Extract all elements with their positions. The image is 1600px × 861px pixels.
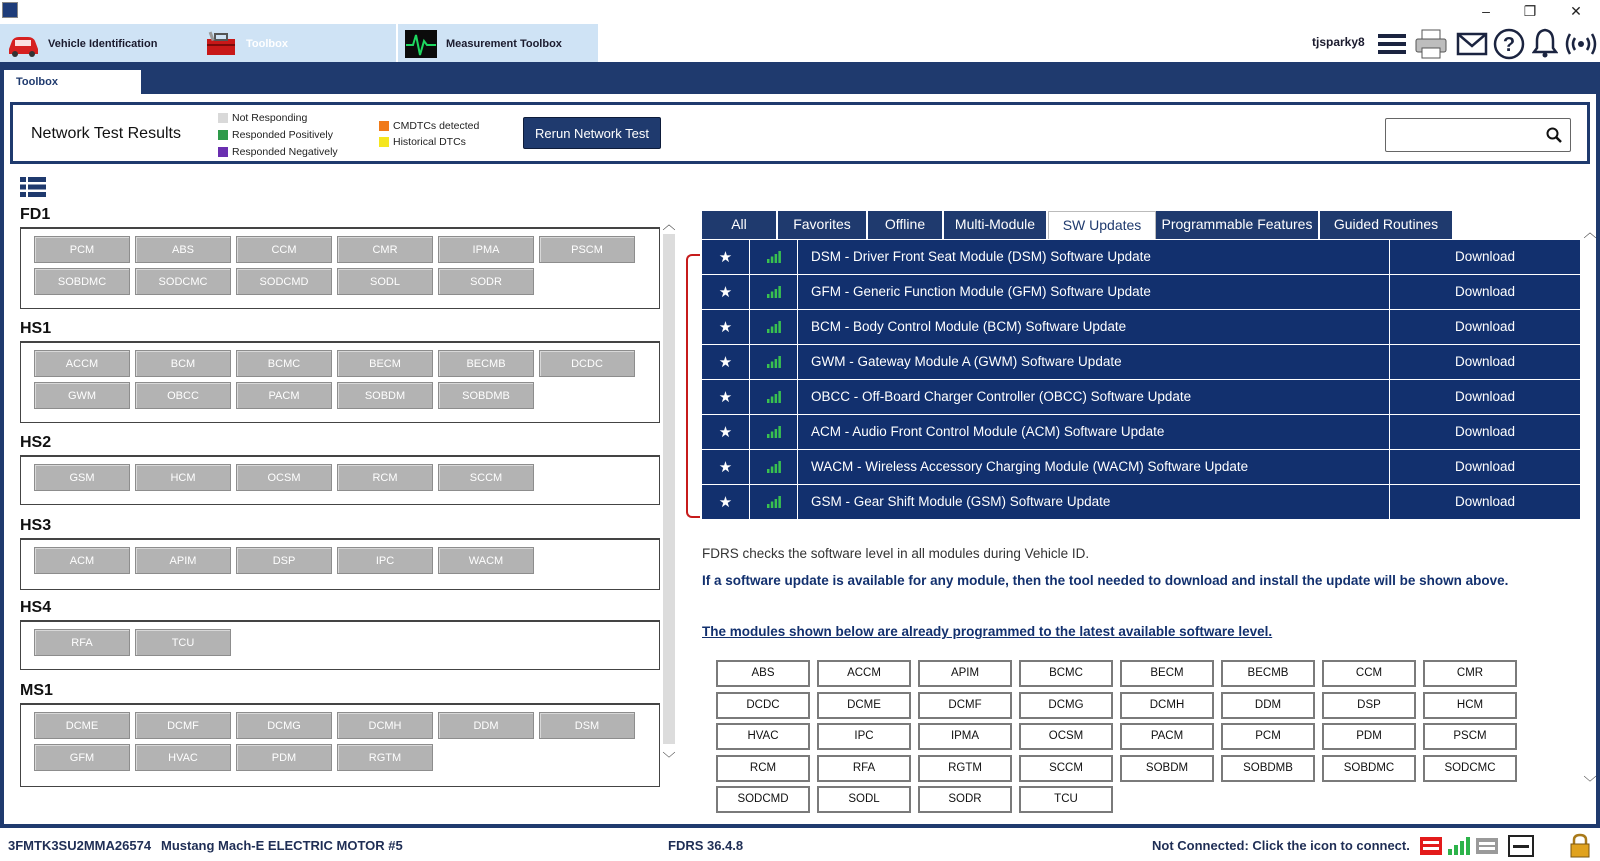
filter-tab-bar xyxy=(702,211,1578,239)
programmed-module-sodcmc[interactable]: SODCMC xyxy=(1423,755,1517,782)
vin-text: 3FMTK3SU2MMA26574 xyxy=(8,838,152,853)
favorite-star-icon[interactable]: ★ xyxy=(702,345,750,379)
update-name: GWM - Gateway Module A (GWM) Software Update xyxy=(798,345,1390,379)
module-button-sobdmb[interactable]: SOBDMB xyxy=(438,382,534,409)
connection-status: Not Connected: Click the icon to connect. xyxy=(1152,838,1410,853)
favorite-star-icon[interactable]: ★ xyxy=(702,275,750,309)
module-button-ocsm[interactable]: OCSM xyxy=(236,464,332,491)
update-name: BCM - Body Control Module (BCM) Software Update xyxy=(798,310,1390,344)
bus-label-fd1: FD1 xyxy=(20,206,51,223)
adapter-icon[interactable] xyxy=(1475,835,1499,857)
programmed-module-abs[interactable]: ABS xyxy=(716,660,810,687)
module-button-ddm[interactable]: DDM xyxy=(438,712,534,739)
lock-icon[interactable] xyxy=(1568,833,1592,859)
favorite-star-icon[interactable]: ★ xyxy=(702,450,750,484)
signal-strength-icon xyxy=(750,275,798,309)
svg-text:?: ? xyxy=(1502,34,1516,56)
scroll-up-icon[interactable]: ︿ xyxy=(1583,225,1597,240)
download-button[interactable]: Download xyxy=(1454,389,1516,404)
subtab-toolbox[interactable]: Toolbox xyxy=(4,70,141,94)
left-scrollbar-thumb[interactable] xyxy=(663,234,675,744)
update-row[interactable] xyxy=(702,450,1580,485)
search-input[interactable] xyxy=(1385,118,1571,152)
close-button[interactable]: ✕ xyxy=(1570,3,1582,19)
minimize-button[interactable]: – xyxy=(1482,3,1490,19)
programmed-module-rcm[interactable]: RCM xyxy=(716,755,810,782)
module-button-tcu[interactable]: TCU xyxy=(135,629,231,656)
bell-icon[interactable] xyxy=(1532,27,1558,59)
update-name: GSM - Gear Shift Module (GSM) Software Update xyxy=(798,485,1390,519)
programmed-module-cmr[interactable]: CMR xyxy=(1423,660,1517,687)
update-row[interactable] xyxy=(702,275,1580,310)
programmed-module-pcm[interactable]: PCM xyxy=(1221,723,1315,750)
legend-responded-negatively: Responded Negatively xyxy=(218,145,338,159)
signal-strength-icon xyxy=(750,240,798,274)
tab-label: Vehicle Identification xyxy=(48,38,158,50)
scroll-up-icon[interactable]: ︿ xyxy=(662,217,676,232)
programmed-module-dcmg[interactable]: DCMG xyxy=(1019,692,1113,719)
rerun-network-test-button[interactable]: Rerun Network Test xyxy=(523,117,661,149)
download-button[interactable]: Download xyxy=(1454,459,1516,474)
legend-swatch xyxy=(218,130,228,140)
legend-responded-positively: Responded Positively xyxy=(218,128,333,142)
module-button-rcm[interactable]: RCM xyxy=(337,464,433,491)
module-button-dsp[interactable]: DSP xyxy=(236,547,332,574)
bus-label-hs1: HS1 xyxy=(20,320,52,337)
module-button-apim[interactable]: APIM xyxy=(135,547,231,574)
programmed-module-tcu[interactable]: TCU xyxy=(1019,786,1113,813)
help-icon[interactable] xyxy=(1492,27,1526,61)
update-name: OBCC - Off-Board Charger Controller (OBCC) Software Update xyxy=(798,380,1390,414)
network-test-title: Network Test Results xyxy=(31,125,181,142)
module-button-sodcmc[interactable]: SODCMC xyxy=(135,268,231,295)
bus-label-ms1: MS1 xyxy=(20,682,53,699)
programmed-module-ddm[interactable]: DDM xyxy=(1221,692,1315,719)
car-icon xyxy=(6,29,40,59)
tab-measurement-toolbox[interactable] xyxy=(398,24,598,64)
user-name: tjsparky8 xyxy=(1312,35,1365,49)
programmed-module-rgtm[interactable]: RGTM xyxy=(918,755,1012,782)
update-name: WACM - Wireless Accessory Charging Module (WACM) Software Update xyxy=(798,450,1390,484)
mail-icon[interactable] xyxy=(1456,32,1488,56)
bus-label-hs3: HS3 xyxy=(20,517,52,534)
module-button-dcmh[interactable]: DCMH xyxy=(337,712,433,739)
programmed-module-sodcmd[interactable]: SODCMD xyxy=(716,786,810,813)
update-name: DSM - Driver Front Seat Module (DSM) Software Update xyxy=(798,240,1390,274)
programmed-module-dsp[interactable]: DSP xyxy=(1322,692,1416,719)
oscilloscope-icon xyxy=(404,29,438,59)
module-button-becmb[interactable]: BECMB xyxy=(438,350,534,377)
bus-label-hs2: HS2 xyxy=(20,434,52,451)
download-button[interactable]: Download xyxy=(1454,284,1516,299)
favorite-star-icon[interactable]: ★ xyxy=(702,240,750,274)
vci-icon[interactable] xyxy=(1419,835,1443,857)
main-tab-bar xyxy=(0,24,1600,64)
update-row[interactable] xyxy=(702,380,1580,415)
menu-icon[interactable] xyxy=(1378,32,1406,56)
vehicle-text: Mustang Mach-E ELECTRIC MOTOR #5 xyxy=(161,838,403,853)
signal-strength-icon xyxy=(750,485,798,519)
list-view-icon[interactable] xyxy=(20,176,46,198)
module-button-ipma[interactable]: IPMA xyxy=(438,236,534,263)
programmed-module-hvac[interactable]: HVAC xyxy=(716,723,810,750)
module-button-accm[interactable]: ACCM xyxy=(34,350,130,377)
programmed-module-sobdmb[interactable]: SOBDMB xyxy=(1221,755,1315,782)
module-button-sodcmd[interactable]: SODCMD xyxy=(236,268,332,295)
programmed-module-ccm[interactable]: CCM xyxy=(1322,660,1416,687)
download-button[interactable]: Download xyxy=(1454,319,1516,334)
programmed-module-pacm[interactable]: PACM xyxy=(1120,723,1214,750)
programmed-module-dcme[interactable]: DCME xyxy=(817,692,911,719)
module-button-dsm[interactable]: DSM xyxy=(539,712,635,739)
module-button-gfm[interactable]: GFM xyxy=(34,744,130,771)
subtab-bar xyxy=(0,66,1600,94)
module-button-dcmf[interactable]: DCMF xyxy=(135,712,231,739)
signal-strength-icon xyxy=(750,345,798,379)
programmed-module-ipc[interactable]: IPC xyxy=(817,723,911,750)
module-button-hcm[interactable]: HCM xyxy=(135,464,231,491)
programmed-module-pscm[interactable]: PSCM xyxy=(1423,723,1517,750)
programmed-module-sobdmc[interactable]: SOBDMC xyxy=(1322,755,1416,782)
update-row[interactable] xyxy=(702,485,1580,520)
signal-strength-icon xyxy=(750,415,798,449)
module-button-ccm[interactable]: CCM xyxy=(236,236,332,263)
info-text-1: FDRS checks the software level in all modules during Vehicle ID. xyxy=(702,546,1090,561)
programmed-module-dcdc[interactable]: DCDC xyxy=(716,692,810,719)
programmed-module-apim[interactable]: APIM xyxy=(918,660,1012,687)
tab-toolbox[interactable] xyxy=(198,24,396,64)
favorite-star-icon[interactable]: ★ xyxy=(702,380,750,414)
programmed-module-accm[interactable]: ACCM xyxy=(817,660,911,687)
right-scrollbar[interactable] xyxy=(1582,214,1598,794)
download-button[interactable]: Download xyxy=(1454,424,1516,439)
search-icon[interactable] xyxy=(1546,127,1562,143)
programmed-module-sodr[interactable]: SODR xyxy=(918,786,1012,813)
module-button-pscm[interactable]: PSCM xyxy=(539,236,635,263)
favorite-star-icon[interactable]: ★ xyxy=(702,485,750,519)
toolbox-icon xyxy=(204,29,238,59)
module-button-hvac[interactable]: HVAC xyxy=(135,744,231,771)
update-row[interactable] xyxy=(702,240,1580,275)
update-row[interactable] xyxy=(702,415,1580,450)
legend-swatch xyxy=(218,147,228,157)
update-row[interactable] xyxy=(702,310,1580,345)
network-test-panel xyxy=(10,102,1590,164)
tab-programmable-features[interactable]: Programmable Features xyxy=(1156,211,1320,239)
tab-favorites[interactable]: Favorites xyxy=(778,211,868,239)
tab-offline[interactable]: Offline xyxy=(868,211,944,239)
legend-swatch xyxy=(379,121,389,131)
module-button-obcc[interactable]: OBCC xyxy=(135,382,231,409)
module-button-becm[interactable]: BECM xyxy=(337,350,433,377)
module-button-gsm[interactable]: GSM xyxy=(34,464,130,491)
legend-swatch xyxy=(379,137,389,147)
tab-multi-module[interactable]: Multi-Module xyxy=(944,211,1048,239)
module-button-cmr[interactable]: CMR xyxy=(337,236,433,263)
module-button-rfa[interactable]: RFA xyxy=(34,629,130,656)
programmed-module-becm[interactable]: BECM xyxy=(1120,660,1214,687)
module-button-sodr[interactable]: SODR xyxy=(438,268,534,295)
wireless-icon[interactable] xyxy=(1564,30,1598,58)
module-button-wacm[interactable]: WACM xyxy=(438,547,534,574)
update-name: ACM - Audio Front Control Module (ACM) Software Update xyxy=(798,415,1390,449)
update-name: GFM - Generic Function Module (GFM) Software Update xyxy=(798,275,1390,309)
signal-strength-icon xyxy=(750,450,798,484)
printer-icon[interactable] xyxy=(1414,28,1448,60)
module-button-pdm[interactable]: PDM xyxy=(236,744,332,771)
programmed-module-hcm[interactable]: HCM xyxy=(1423,692,1517,719)
programmed-module-dcmf[interactable]: DCMF xyxy=(918,692,1012,719)
programmed-module-pdm[interactable]: PDM xyxy=(1322,723,1416,750)
tab-label: Measurement Toolbox xyxy=(446,38,562,50)
tab-sw-updates[interactable]: SW Updates xyxy=(1048,211,1156,239)
scroll-down-icon[interactable]: ﹀ xyxy=(1583,775,1597,790)
programmed-module-bcmc[interactable]: BCMC xyxy=(1019,660,1113,687)
module-button-ipc[interactable]: IPC xyxy=(337,547,433,574)
module-button-bcm[interactable]: BCM xyxy=(135,350,231,377)
programmed-module-sobdm[interactable]: SOBDM xyxy=(1120,755,1214,782)
signal-icon[interactable] xyxy=(1447,835,1471,857)
status-bar xyxy=(0,832,1600,861)
more-icon[interactable] xyxy=(1508,835,1534,857)
info-text-3: The modules shown below are already programmed to the latest available software level. xyxy=(702,624,1273,639)
legend-swatch xyxy=(218,113,228,123)
module-button-dcmg[interactable]: DCMG xyxy=(236,712,332,739)
annotation-bracket xyxy=(686,254,700,518)
programmed-module-sccm[interactable]: SCCM xyxy=(1019,755,1113,782)
module-button-abs[interactable]: ABS xyxy=(135,236,231,263)
signal-strength-icon xyxy=(750,310,798,344)
module-button-acm[interactable]: ACM xyxy=(34,547,130,574)
programmed-module-sodl[interactable]: SODL xyxy=(817,786,911,813)
maximize-button[interactable]: ❐ xyxy=(1523,3,1537,19)
favorite-star-icon[interactable]: ★ xyxy=(702,415,750,449)
bus-label-hs4: HS4 xyxy=(20,599,52,616)
download-button[interactable]: Download xyxy=(1454,249,1516,264)
programmed-module-ocsm[interactable]: OCSM xyxy=(1019,723,1113,750)
download-button[interactable]: Download xyxy=(1454,494,1516,509)
module-button-pacm[interactable]: PACM xyxy=(236,382,332,409)
tab-all[interactable]: All xyxy=(702,211,778,239)
module-button-sobdm[interactable]: SOBDM xyxy=(337,382,433,409)
programmed-module-ipma[interactable]: IPMA xyxy=(918,723,1012,750)
scroll-down-icon[interactable]: ﹀ xyxy=(662,751,676,766)
legend-not-responding: Not Responding xyxy=(218,111,307,125)
download-button[interactable]: Download xyxy=(1454,354,1516,369)
module-button-rgtm[interactable]: RGTM xyxy=(337,744,433,771)
signal-strength-icon xyxy=(750,380,798,414)
tab-vehicle-identification[interactable] xyxy=(0,24,198,64)
module-button-bcmc[interactable]: BCMC xyxy=(236,350,332,377)
info-text-2: If a software update is available for any module, then the tool needed to download and install the update will be shown above. xyxy=(702,573,1509,588)
programmed-module-dcmh[interactable]: DCMH xyxy=(1120,692,1214,719)
tab-guided-routines[interactable]: Guided Routines xyxy=(1320,211,1454,239)
sw-update-list xyxy=(702,240,1580,520)
programmed-module-becmb[interactable]: BECMB xyxy=(1221,660,1315,687)
favorite-star-icon[interactable]: ★ xyxy=(702,310,750,344)
legend-historical-dtcs: Historical DTCs xyxy=(379,135,466,149)
version-text: FDRS 36.4.8 xyxy=(668,838,744,853)
module-button-sobdmc[interactable]: SOBDMC xyxy=(34,268,130,295)
module-button-gwm[interactable]: GWM xyxy=(34,382,130,409)
module-button-dcdc[interactable]: DCDC xyxy=(539,350,635,377)
fdrs-logo-icon xyxy=(2,2,18,18)
module-button-pcm[interactable]: PCM xyxy=(34,236,130,263)
programmed-module-rfa[interactable]: RFA xyxy=(817,755,911,782)
title-bar xyxy=(0,0,1600,24)
module-button-sodl[interactable]: SODL xyxy=(337,268,433,295)
module-button-sccm[interactable]: SCCM xyxy=(438,464,534,491)
legend-cmdtcs: CMDTCs detected xyxy=(379,119,479,133)
module-button-dcme[interactable]: DCME xyxy=(34,712,130,739)
update-row[interactable] xyxy=(702,345,1580,380)
tab-label: Toolbox xyxy=(246,38,288,50)
